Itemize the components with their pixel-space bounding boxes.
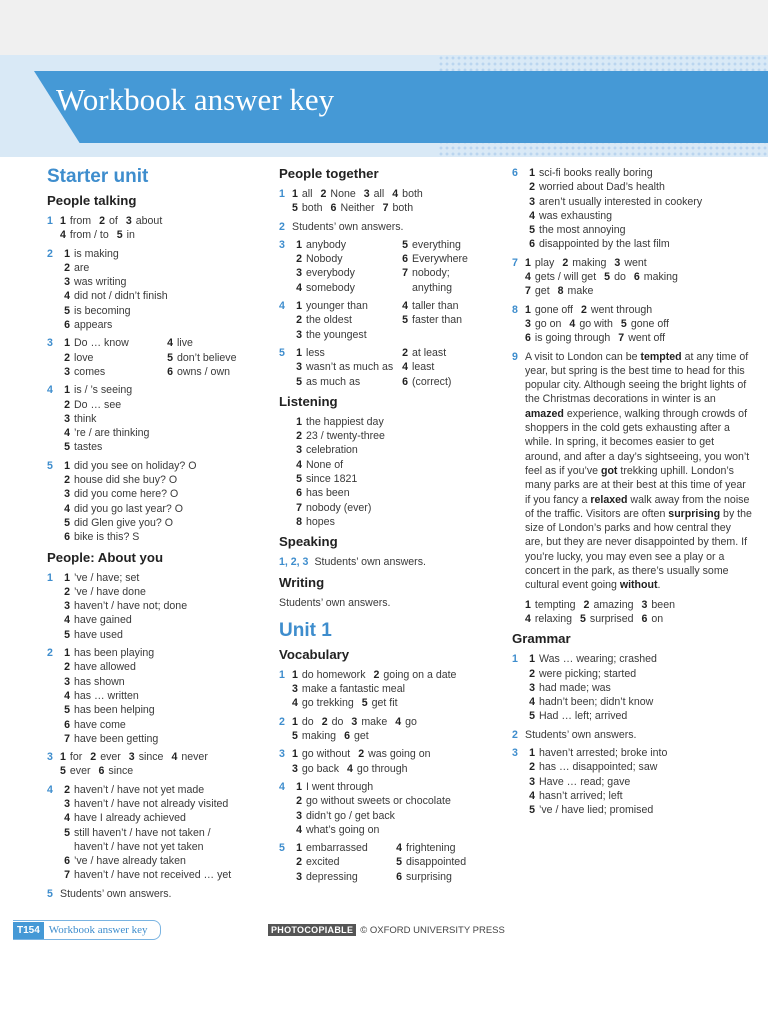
- unit-heading: Starter unit: [47, 166, 149, 187]
- answer: younger than: [306, 300, 368, 313]
- answer: embarrassed: [306, 842, 368, 855]
- exercise-8: 8 1 gone off 2 went through 3 go on 4 go with 5 gone off 6 is going through 7 went off: [512, 303, 669, 345]
- answer: the happiest day: [306, 415, 384, 428]
- answer: live: [177, 337, 193, 350]
- exercise-5: 5 1 embarrassed 4 frightening 2 excited 5 disappointed 3 depressing 6 surprising: [279, 841, 503, 884]
- answer: have used: [74, 628, 123, 641]
- answer: depressing: [306, 870, 358, 883]
- answer: Nobody: [306, 253, 343, 266]
- answer: go without sweets or chocolate: [306, 795, 451, 808]
- copyright-notice: [268, 924, 505, 936]
- copyright-text: © OXFORD UNIVERSITY PRESS: [360, 924, 505, 936]
- answer: anything: [412, 281, 453, 294]
- answer: owns / own: [177, 365, 230, 378]
- exercise-3: 3 1 for 2 ever 3 since 4 never 5 ever 6 since: [47, 751, 208, 778]
- answer: did you go last year? O: [74, 502, 183, 515]
- answer: wasn’t as much as: [306, 361, 394, 374]
- exercise-5: 5 1 did you see on holiday? O 2 house did she buy? O 3 did you come here? O 4 did you go last year? O 5 did Glen give you? O 6 bike is this? S: [47, 459, 267, 545]
- answer: frightening: [406, 842, 456, 855]
- exercise-1: 1 1 do homework 2 going on a date 3 make a fantastic meal 4 go trekking 5 get fit: [279, 668, 457, 710]
- section-heading: Speaking: [279, 534, 338, 550]
- page-tab: [13, 920, 161, 940]
- footer-section-label: Workbook answer key: [48, 924, 148, 936]
- answer: have been getting: [74, 732, 159, 745]
- exercise-2: 2 1 has been playing 2 have allowed 3 has shown 4 has … written 5 has been helping 6 have come 7 have been getting: [47, 646, 267, 746]
- exercise-3: 3 1 haven’t arrested; broke into 2 has … disappointed; saw 3 Have … read; gave 4 hasn’t arrived; left 5 ’ve / have lied; promised: [512, 746, 764, 817]
- answer: worried about Dad’s health: [539, 181, 665, 194]
- listening-answers: 1 the happiest day 2 23 / twenty-three 3 celebration 4 None of 5 since 1821 6 has been 7 nobody (ever) 8 hopes: [279, 415, 503, 529]
- answer: love: [74, 351, 94, 364]
- exercise-5: 5 Students’ own answers.: [47, 887, 267, 901]
- answer: Do … see: [74, 398, 122, 411]
- answer: ’ve / have already taken: [74, 855, 186, 868]
- column-3: [512, 166, 764, 821]
- exercise-2: 2 1 is making 2 are 3 was writing 4 did not / didn’t finish 5 is becoming 6 appears: [47, 247, 267, 333]
- answer: still haven’t / have not taken /: [74, 826, 211, 839]
- answer: Do … know: [74, 337, 129, 350]
- answer: have gained: [74, 614, 132, 627]
- exercise-9: 9 A visit to London can be tempted at any time of year, but spring is the best time to head for this popular city. Although seeing the bright lights of the Christmas decorations in winter is an amazed experience, walking through crowds of shoppers in the cold gets exhausting after a while. In spring, it becomes easier to get around, and after a day’s sightseeing, you won’t feel as if you’ve got trekking uphill. London’s many parks are at their best at this time of year if you fancy a relaxed walk away from the noise of the traffic. Visitors are often surprising by the size of London’s parks and how central they are, but they are never disappointed by them. If you’re lucky, you may even see a play or a concert in the park, as there’s usually some cultural event going without. 1 tempting 2 amazing 3 been 4 relaxing 5 surprised 6 on: [512, 350, 764, 627]
- answer: Have … read; gave: [539, 775, 631, 788]
- section-heading: People together: [279, 166, 379, 181]
- page-footer: [0, 918, 768, 944]
- answer: has shown: [74, 675, 125, 688]
- answer: is making: [74, 247, 119, 260]
- answer: taller than: [412, 300, 459, 313]
- exercise-7: 7 1 play 2 making 3 went 4 gets / will get 5 do 6 making 7 get 8 make: [512, 256, 678, 298]
- answer: None of: [306, 458, 344, 471]
- exercise-6: 6 1 sci-fi books really boring 2 worried about Dad’s health 3 aren’t usually interested in cookery 4 was exhausting 5 the most annoying 6 disappointed by the last film: [512, 166, 764, 252]
- answer: did Glen give you? O: [74, 516, 173, 529]
- answer: anybody: [306, 238, 347, 251]
- answer: ’ve / have lied; promised: [539, 804, 654, 817]
- answer-paragraph: A visit to London can be tempted at any time of year, but spring is the best time to head for this popular city. Although seeing the bright lights of the Christmas decorations in winter is an amazed experience, walking through crowds of shoppers in the cold gets exhausting after a while. In spring, it becomes easier to get around, and after a day’s sightseeing, you won’t feel as if you’ve got trekking uphill. London’s many parks are at their best at this time of year if you fancy a relaxed walk away from the noise of the traffic. Visitors are often surprising by the size of London’s parks and how central they are, but they are never disappointed by them. If you’re lucky, you may even see a play or a concert in the park, as there’s usually some cultural event going without.: [525, 350, 752, 592]
- answer: the youngest: [306, 328, 367, 341]
- answer: Was … wearing; crashed: [539, 653, 657, 666]
- answer: house did she buy? O: [74, 474, 178, 487]
- writing-answers: Students’ own answers.: [279, 596, 391, 609]
- section-heading: Listening: [279, 393, 338, 409]
- exercise-1: 1 1 ’ve / have; set 2 ’ve / have done 3 haven’t / have not; done 4 have gained 5 have used: [47, 571, 267, 642]
- answer: has … disappointed; saw: [539, 761, 658, 774]
- answer: tastes: [74, 441, 103, 454]
- exercise-2: 2 Students’ own answers.: [279, 220, 503, 234]
- answer: as much as: [306, 375, 361, 388]
- answer: the most annoying: [539, 224, 626, 237]
- answer: disappointed: [406, 856, 467, 869]
- answer: haven’t / have not; done: [74, 600, 188, 613]
- answer: has been playing: [74, 647, 155, 660]
- answer: have allowed: [74, 661, 136, 674]
- section-heading: Grammar: [512, 631, 571, 647]
- answer: comes: [74, 365, 106, 378]
- answer: have come: [74, 718, 126, 731]
- answer: bike is this? S: [74, 531, 140, 544]
- exercise-3: 3 1 go without 2 was going on 3 go back 4 go through: [279, 748, 431, 775]
- answer: ’ve / have done: [74, 585, 146, 598]
- answer: have I already achieved: [74, 812, 186, 825]
- exercise-4: 4 2 haven’t / have not yet made 3 haven’t / have not already visited 4 have I already achieved 5 still haven’t / have not taken / haven’t / have not yet taken 6 ’ve / have already taken 7 haven’t / have not received … yet: [47, 783, 267, 883]
- answer: Students’ own answers.: [60, 887, 172, 900]
- answer: ’ve / have; set: [74, 571, 140, 584]
- answer: are: [74, 261, 90, 274]
- section-heading: Writing: [279, 574, 325, 590]
- answer: don’t believe: [177, 351, 237, 364]
- exercise-1: 1 1 from 2 of 3 about 4 from / to 5 in: [47, 215, 163, 242]
- answer: didn’t go / get back: [306, 809, 395, 822]
- exercise-5: 5 1 less 2 at least 3 wasn’t as much as 4 least 5 as much as 6 (correct): [279, 346, 503, 389]
- exercise-4: 4 1 I went through 2 go without sweets or chocolate 3 didn’t go / get back 4 what’s going on: [279, 780, 503, 837]
- answer: Students’ own answers.: [314, 556, 426, 569]
- answer: hadn’t been; didn’t know: [539, 696, 654, 709]
- answer: nobody;: [412, 267, 450, 280]
- exercise-4: 4 1 younger than 4 taller than 2 the oldest 5 faster than 3 the youngest: [279, 299, 503, 342]
- answer: haven’t arrested; broke into: [539, 746, 668, 759]
- answer: (correct): [412, 375, 452, 388]
- exercise-3: 3 1 Do … know 4 live 2 love 5 don’t believe 3 comes 6 owns / own: [47, 336, 267, 379]
- answer: think: [74, 412, 97, 425]
- exercise-4: 4 1 is / ’s seeing 2 Do … see 3 think 4 ’re / are thinking 5 tastes: [47, 383, 267, 454]
- answer: ’re / are thinking: [74, 427, 150, 440]
- answer: haven’t / have not already visited: [74, 797, 229, 810]
- answer: everybody: [306, 267, 355, 280]
- speaking-answers: 1, 2, 3 Students’ own answers.: [279, 555, 503, 569]
- exercise-number: 1: [47, 215, 53, 227]
- answer: since 1821: [306, 473, 358, 486]
- answer: haven’t / have not received … yet: [74, 869, 232, 882]
- answer: did you see on holiday? O: [74, 459, 197, 472]
- exercise-3: 3 1 anybody 5 everything 2 Nobody 6 Everywhere 3 everybody 7 nobody; 4 somebody anything: [279, 238, 503, 295]
- answer: haven’t / have not yet made: [74, 783, 205, 796]
- answer: sci-fi books really boring: [539, 167, 653, 179]
- answer: least: [412, 361, 435, 374]
- answer: was writing: [74, 276, 127, 289]
- section-heading: People: About you: [47, 549, 163, 565]
- top-margin: [0, 0, 768, 55]
- answer: Students’ own answers.: [292, 220, 404, 233]
- column-1: [47, 166, 267, 905]
- answer: has been helping: [74, 704, 155, 717]
- answer: 23 / twenty-three: [306, 430, 385, 443]
- answer: what’s going on: [306, 823, 380, 836]
- section-heading: Vocabulary: [279, 646, 350, 662]
- exercise-1: 1 1 all 2 None 3 all 4 both 5 both 6 Neither 7 both: [279, 188, 423, 215]
- answer: Had … left; arrived: [539, 710, 628, 723]
- exercise-2: 2 Students’ own answers.: [512, 728, 764, 742]
- answer: was exhausting: [539, 209, 613, 222]
- page-title: Workbook answer key: [56, 82, 335, 117]
- answer: Students’ own answers.: [525, 728, 637, 741]
- page-number: T154: [13, 922, 44, 939]
- answer: is becoming: [74, 304, 131, 317]
- answer: nobody (ever): [306, 501, 372, 514]
- answer: somebody: [306, 281, 355, 294]
- answer: were picking; started: [539, 667, 637, 680]
- answer: surprising: [406, 870, 452, 883]
- answer: did you come here? O: [74, 488, 179, 501]
- answer: at least: [412, 346, 447, 359]
- answer: aren’t usually interested in cookery: [539, 195, 703, 208]
- exercise-1: 1 1 Was … wearing; crashed 2 were picking; started 3 had made; was 4 hadn’t been; didn’t know 5 Had … left; arrived: [512, 652, 764, 723]
- answer: I went through: [306, 780, 374, 793]
- answer: everything: [412, 238, 461, 251]
- answer: did not / didn’t finish: [74, 290, 168, 303]
- answer: hopes: [306, 515, 335, 528]
- answer: has … written: [74, 689, 139, 702]
- column-2: [279, 166, 503, 888]
- answer: had made; was: [539, 681, 611, 694]
- answer: appears: [74, 319, 113, 332]
- unit-heading: Unit 1: [279, 619, 332, 641]
- answer: less: [306, 346, 325, 359]
- answer: hasn’t arrived; left: [539, 789, 623, 802]
- answer: disappointed by the last film: [539, 238, 670, 251]
- answer: faster than: [412, 314, 463, 327]
- answer: celebration: [306, 444, 358, 457]
- answer: excited: [306, 856, 340, 869]
- exercise-2: 2 1 do 2 do 3 make 4 go 5 making 6 get: [279, 715, 417, 743]
- answer: is / ’s seeing: [74, 384, 133, 397]
- photocopiable-badge: PHOTOCOPIABLE: [268, 924, 356, 936]
- answer: the oldest: [306, 314, 352, 327]
- answer: Everywhere: [412, 253, 468, 266]
- section-heading: People talking: [47, 193, 137, 208]
- answer: has been: [306, 487, 350, 500]
- answer: haven’t / have not yet taken: [74, 840, 204, 853]
